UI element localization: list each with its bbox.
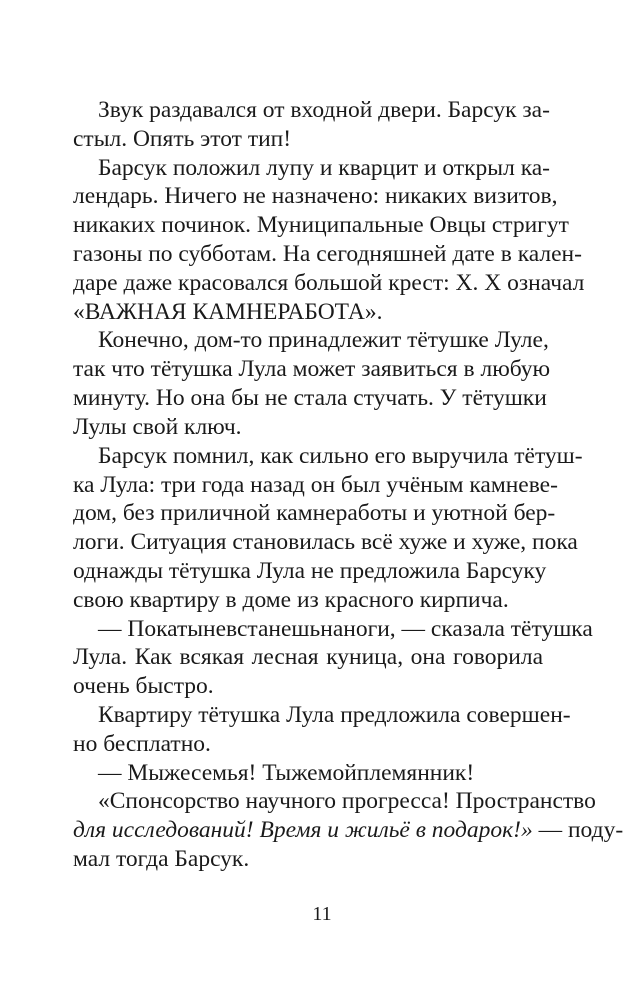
text-line: очень быстро. bbox=[73, 673, 214, 699]
italic-span: для исследований! Время и жильё в подарок!» bbox=[73, 817, 533, 843]
text-line: Квартиру тётушка Лула предложила совершен- bbox=[98, 702, 571, 728]
text-line: стыл. Опять этот тип! bbox=[73, 126, 292, 152]
text-line: мал тогда Барсук. bbox=[73, 846, 250, 872]
text-line: Лула. Как всякая лесная куница, она говорила bbox=[73, 644, 543, 670]
page-number: 11 bbox=[312, 903, 332, 925]
text-line: газоны по субботам. На сегодняшней дате в кален- bbox=[73, 241, 582, 267]
text-line: — Покатыневстанешьнаноги, — сказала тётушка bbox=[98, 616, 593, 642]
plain-span: — поду- bbox=[532, 817, 624, 843]
text-line: минуту. Но она бы не стала стучать. У тётушки bbox=[73, 385, 547, 411]
text-line: никаких починок. Муниципальные Овцы стригут bbox=[73, 212, 569, 238]
text-line: дом, без приличной камнеработы и уютной бер- bbox=[73, 500, 556, 526]
text-line: Барсук положил лупу и кварцит и открыл ка- bbox=[98, 155, 551, 181]
text-line: Звук раздавался от входной двери. Барсук за- bbox=[98, 97, 550, 123]
text-line: но бесплатно. bbox=[73, 731, 211, 757]
text-line: Лулы свой ключ. bbox=[73, 414, 242, 440]
text-line: Конечно, дом-то принадлежит тётушке Луле, bbox=[98, 327, 549, 353]
text-line: — Мыжесемья! Тыжемойплемянник! bbox=[98, 760, 475, 786]
italic-text-line: «Спонсорство научного прогресса! Пространство bbox=[98, 788, 596, 814]
mixed-text-line bbox=[73, 816, 624, 845]
text-line: свою квартиру в доме из красного кирпича. bbox=[73, 587, 509, 613]
text-line: так что тётушка Лула может заявиться в любую bbox=[73, 356, 551, 382]
text-line: лендарь. Ничего не назначено: никаких визитов, bbox=[73, 183, 558, 209]
text-line: даре даже красовался большой крест: Х. Х означал bbox=[73, 270, 585, 296]
text-line: Барсук помнил, как сильно его выручила тётуш- bbox=[98, 443, 583, 469]
text-line: «ВАЖНАЯ КАМНЕРАБОТА». bbox=[73, 299, 383, 325]
text-line: логи. Ситуация становилась всё хуже и хуже, пока bbox=[73, 529, 578, 555]
text-line: однажды тётушка Лула не предложила Барсуку bbox=[73, 558, 547, 584]
text-line: ка Лула: три года назад он был учёным камневе- bbox=[73, 472, 558, 498]
